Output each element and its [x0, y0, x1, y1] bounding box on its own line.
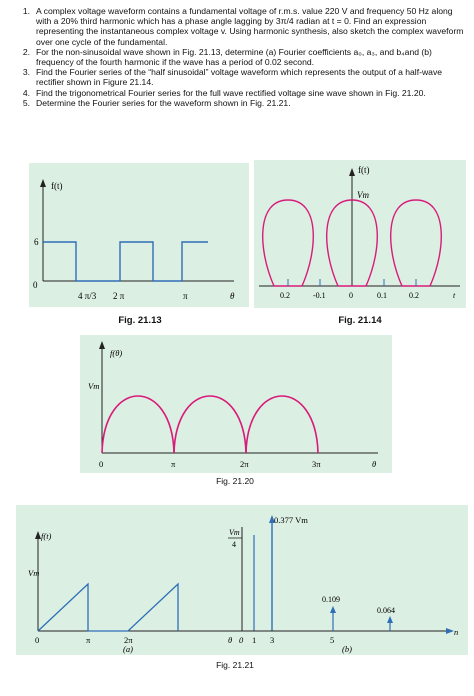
question-text: A complex voltage waveform contains a fundamental voltage of r.m.s. value 220 V and frequency 50 Hz along with a 20% third harmonic which has a phase angle lagging by 3π/4 radian at t = 0. Find an expression representing the instantaneous complex voltage v. Using harmonic synthesis, also sketch the complex waveform over one cycle of the fundamental. — [36, 6, 464, 47]
question-number: 3. — [22, 67, 30, 78]
x-tick-label: π — [183, 291, 188, 301]
x-tick-label: 0 — [99, 459, 104, 469]
x-tick-label: 0 — [349, 291, 353, 300]
caption-fig-21-14: Fig. 21.14 — [338, 315, 382, 326]
spectrum-peak-label: 0.377 Vm — [274, 515, 308, 525]
question-text: Find the Fourier series of the “half sinusoidal” voltage waveform which represents the output of a half-wave rectifier shown in Figure 21.14. — [36, 67, 443, 88]
question-5 — [8, 98, 468, 108]
x-tick-label: 2π — [124, 635, 133, 645]
question-text: Determine the Fourier series for the waveform shown in Fig. 21.21. — [36, 97, 291, 108]
question-2 — [8, 47, 468, 67]
x-tick-label: θ — [228, 635, 233, 645]
question-text: Find the trigonometrical Fourier series for the full wave rectified voltage sine wave shown in Fig. 21.20. — [36, 87, 426, 98]
peak-label: Vm — [88, 381, 100, 391]
x-tick-label: 2 π — [113, 291, 125, 301]
x-tick-label: 1 — [252, 635, 257, 645]
peak-label: Vm — [357, 190, 369, 200]
figure-21-14 — [254, 160, 466, 308]
figure-panel — [80, 335, 392, 473]
spectrum-label-n0-bottom: 4 — [232, 540, 236, 549]
caption-fig-21-21: Fig. 21.21 — [216, 660, 254, 670]
question-list — [8, 6, 468, 108]
x-axis-label: t — [453, 291, 456, 300]
question-number: 5. — [22, 97, 30, 108]
x-tick-label: 3π — [312, 459, 321, 469]
question-4 — [8, 88, 468, 98]
question-text: For the non-sinusoidal wave shown in Fig. 21.13, determine (a) Fourier coefficients a₀, a₃, and b₄and (b) frequency of the fourth harmonic if the wave has a period of 0.02 second. — [36, 46, 432, 68]
x-tick-label: π — [86, 635, 91, 645]
y-tick-label: 6 — [34, 237, 39, 247]
spectrum-value-n5: 0.064 — [377, 606, 395, 615]
x-tick-label: 2π — [240, 459, 249, 469]
x-axis-label: n — [454, 627, 459, 637]
y-axis-label: f(t) — [358, 165, 370, 175]
spectrum-label-n0-top: Vm — [229, 528, 240, 537]
subfigure-label: (a) — [123, 644, 133, 654]
x-axis-label: θ — [372, 459, 377, 469]
question-number: 1. — [22, 6, 30, 16]
question-1 — [8, 6, 468, 47]
x-tick-label: 5 — [330, 635, 335, 645]
y-tick-label: 0 — [33, 280, 38, 290]
x-axis-label: θ — [230, 291, 235, 301]
figure-21-13 — [29, 163, 249, 307]
x-tick-label: 3 — [270, 635, 275, 645]
caption-fig-21-13: Fig. 21.13 — [118, 315, 162, 326]
question-3 — [8, 67, 468, 87]
x-tick-label: 0.2 — [409, 291, 419, 300]
y-axis-label: f(t) — [51, 181, 63, 191]
subfigure-label: (b) — [342, 644, 352, 654]
question-number: 4. — [22, 87, 30, 98]
x-tick-label: 0.2 — [280, 291, 290, 300]
question-number: 2. — [22, 46, 30, 57]
x-tick-label: 4 π/3 — [78, 291, 97, 301]
x-tick-label: -0.1 — [313, 291, 326, 300]
spectrum-value-n3: 0.109 — [322, 595, 340, 604]
peak-label: Vm — [28, 568, 40, 578]
caption-fig-21-20: Fig. 21.20 — [216, 476, 254, 486]
figure-21-21 — [16, 505, 468, 655]
x-tick-label: 0 — [239, 635, 244, 645]
x-tick-label: π — [171, 459, 176, 469]
figure-21-20 — [80, 335, 392, 473]
x-tick-label: 0.1 — [377, 291, 387, 300]
y-axis-label: f(t) — [41, 531, 52, 541]
y-axis-label: f(θ) — [110, 348, 123, 358]
x-tick-label: 0 — [35, 635, 40, 645]
